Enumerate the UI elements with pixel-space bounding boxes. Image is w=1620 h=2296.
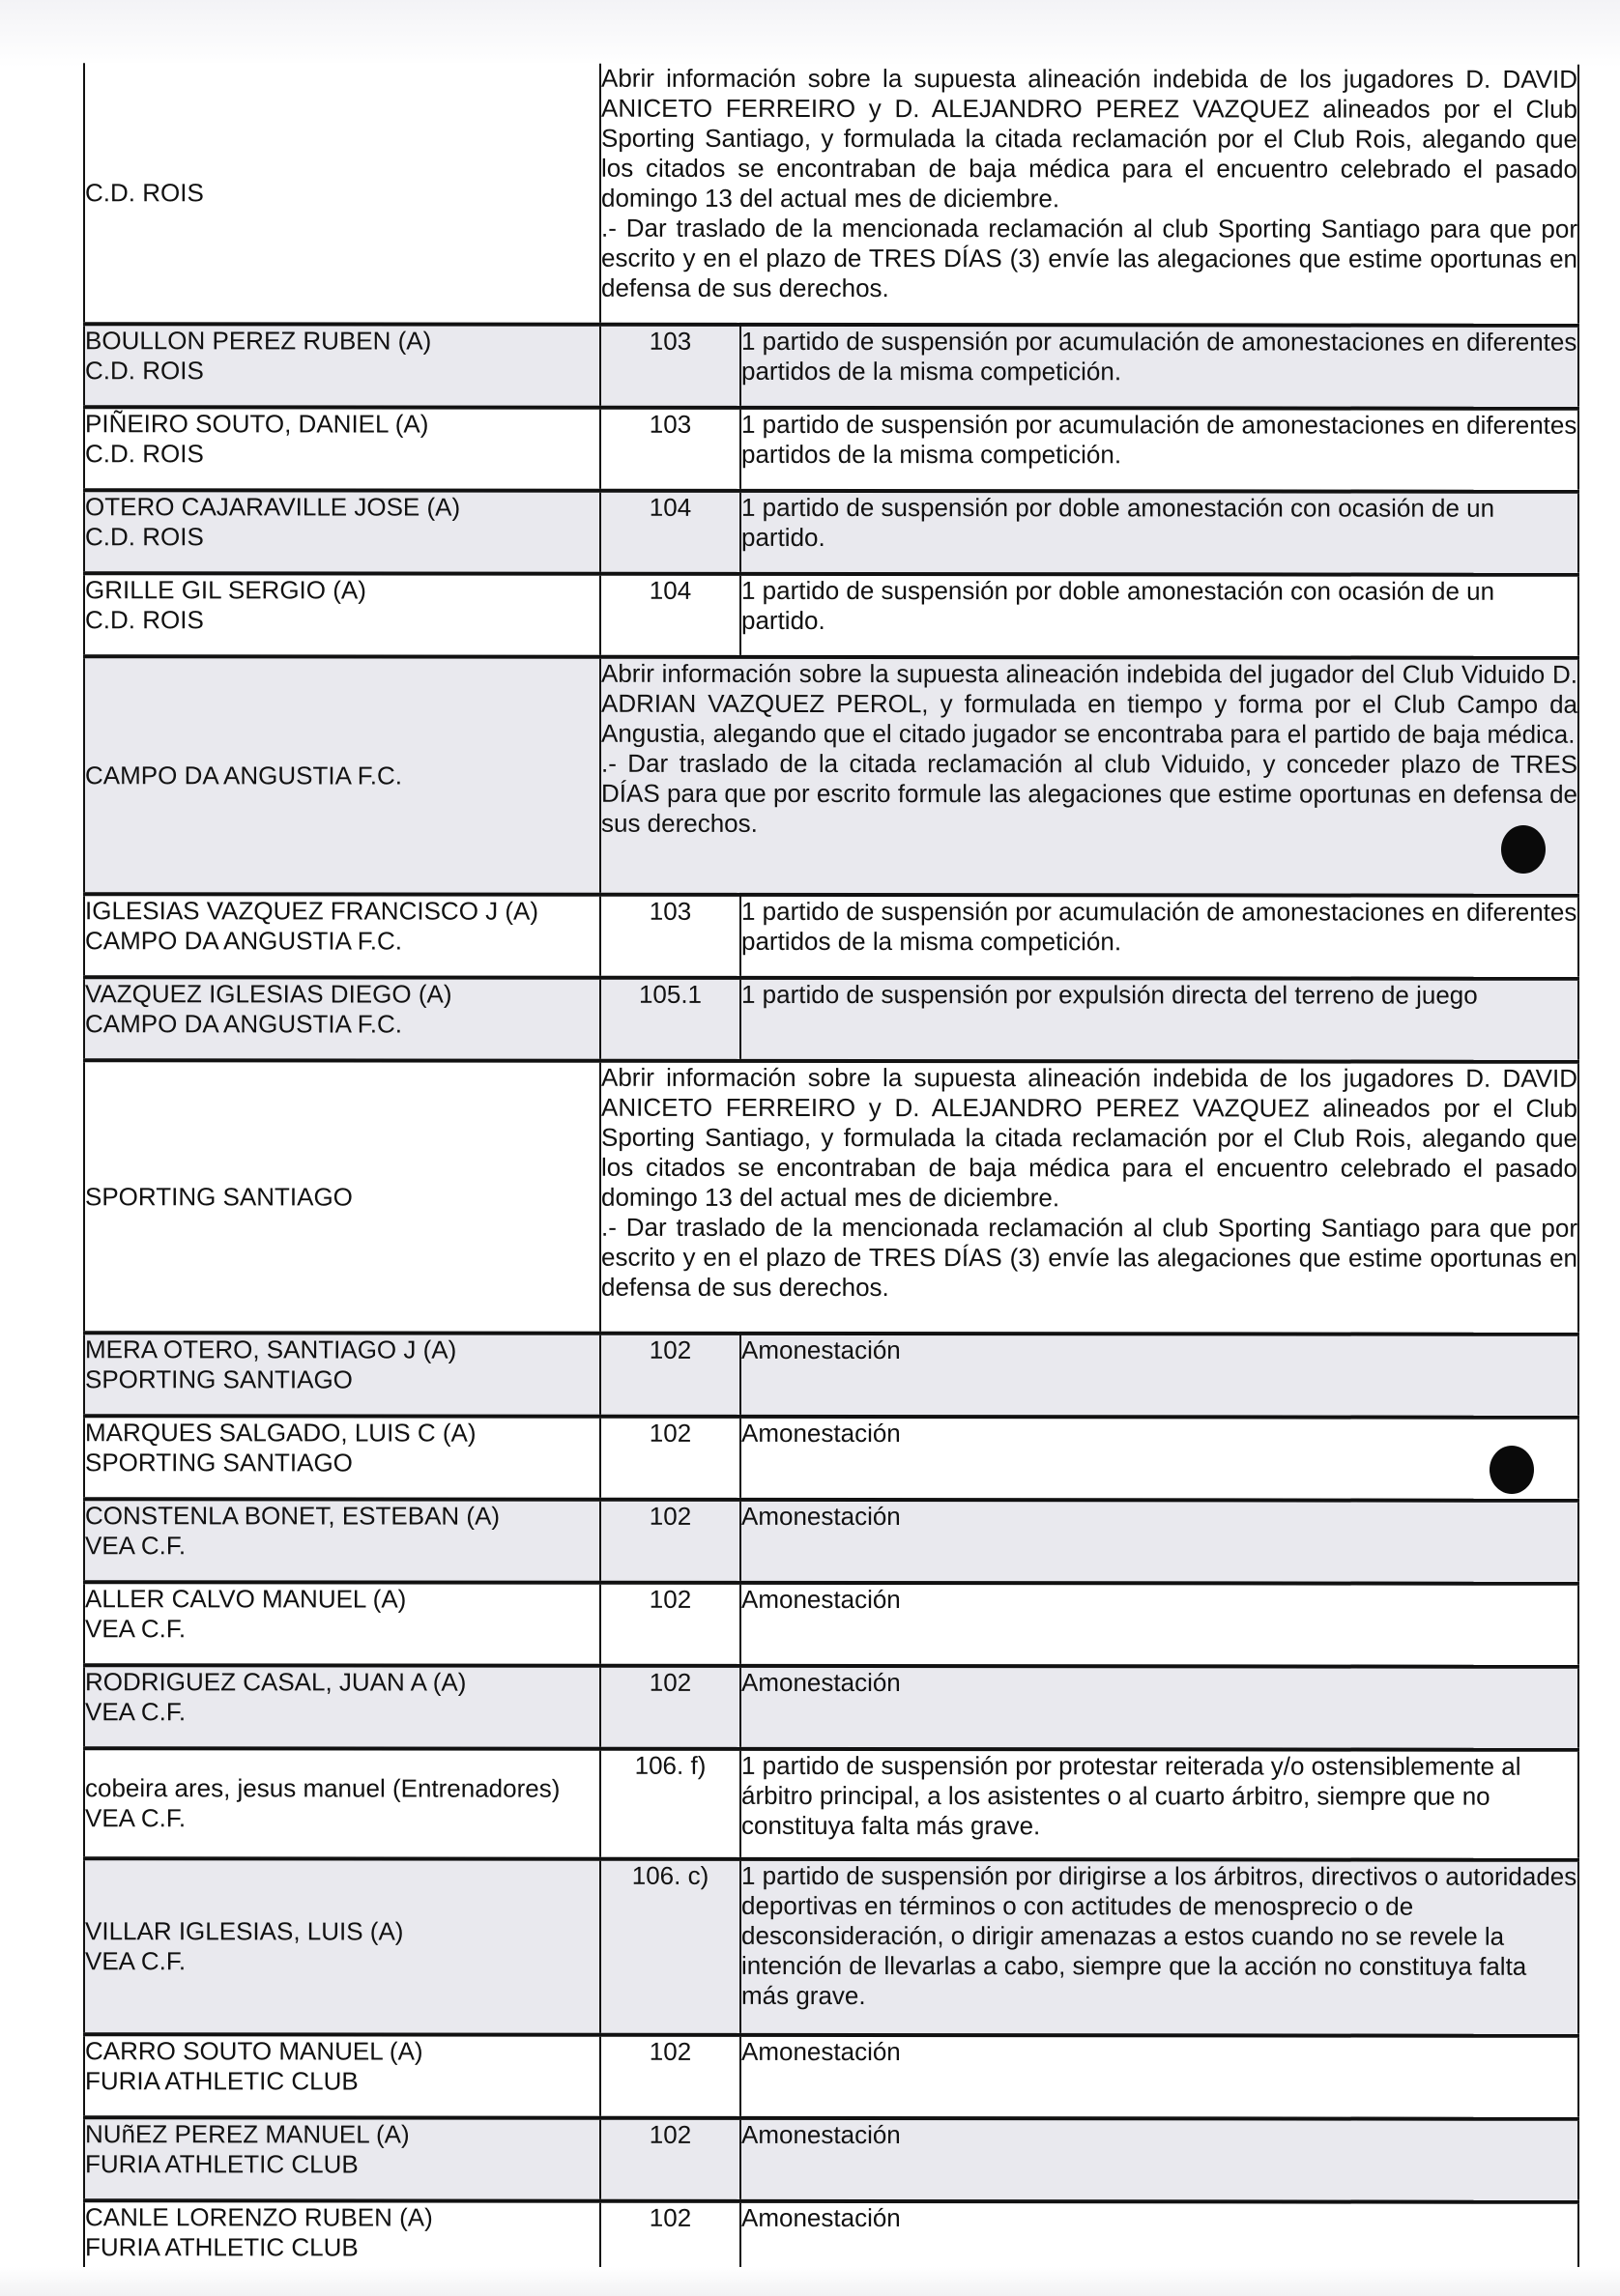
player-name: CANLE LORENZO RUBEN (A) xyxy=(85,2202,433,2232)
player-cell xyxy=(84,324,600,408)
player-club: VEA C.F. xyxy=(85,1614,187,1644)
sanction-row xyxy=(84,1416,1578,1501)
player-club: VEA C.F. xyxy=(85,1803,187,1833)
claim-paragraph: .- Dar traslado de la mencionada reclamación al club Sporting Santiago para que por escrito y en el plazo de TRES DÍAS (3) envíe las alegaciones que estime oportunas en defensa de sus derechos. xyxy=(601,1212,1577,1303)
article-number: 106. c) xyxy=(600,1859,740,2035)
player-name: MERA OTERO, SANTIAGO J (A) xyxy=(85,1335,457,1364)
article-number: 105.1 xyxy=(600,978,740,1061)
player-name: VILLAR IGLESIAS, LUIS (A) xyxy=(85,1916,404,1946)
sanction-row xyxy=(84,1333,1578,1418)
sanction-row xyxy=(84,2117,1578,2202)
sanction-row xyxy=(84,2034,1578,2119)
sanction-row xyxy=(84,977,1578,1062)
player-club: SPORTING SANTIAGO xyxy=(85,1364,353,1394)
sanction-description: Amonestación xyxy=(740,2035,1578,2119)
player-club: C.D. ROIS xyxy=(85,356,204,386)
claim-club xyxy=(84,656,600,895)
claim-text xyxy=(600,657,1578,896)
player-club: FURIA ATHLETIC CLUB xyxy=(85,2149,359,2179)
player-cell xyxy=(84,1665,600,1749)
sanction-row xyxy=(84,490,1578,575)
sanction-description: 1 partido de suspensión por acumulación de amonestaciones en diferentes partidos de la misma competición. xyxy=(740,895,1578,979)
claim-text xyxy=(600,1061,1578,1335)
player-cell xyxy=(84,1748,600,1859)
player-name: OTERO CAJARAVILLE JOSE (A) xyxy=(85,492,461,522)
player-cell xyxy=(84,1333,600,1417)
punch-hole-mark xyxy=(1501,825,1546,874)
player-club: C.D. ROIS xyxy=(85,522,204,552)
claim-paragraph: Abrir información sobre la supuesta alineación indebida de los jugadores D. DAVID ANICETO FERREIRO y D. ALEJANDRO PEREZ VAZQUEZ alineados por el Club Sporting Santiago, y formulada la citada reclamación por el Club Rois, alegando que los citados se encontraban de baja médica para el encuentro celebrado el pasado domingo 13 del actual mes de diciembre. xyxy=(601,63,1577,214)
sanction-row xyxy=(84,1582,1578,1667)
sanction-description: 1 partido de suspensión por acumulación de amonestaciones en diferentes partidos de la misma competición. xyxy=(740,325,1578,409)
player-club: FURIA ATHLETIC CLUB xyxy=(85,2066,359,2096)
player-name: GRILLE GIL SERGIO (A) xyxy=(85,575,366,605)
player-cell xyxy=(84,573,600,657)
article-number: 102 xyxy=(600,2118,740,2201)
player-club: VEA C.F. xyxy=(85,1697,187,1727)
sanction-row xyxy=(84,1665,1578,1750)
claim-text xyxy=(600,64,1578,326)
player-name: cobeira ares, jesus manuel (Entrenadores) xyxy=(85,1773,561,1803)
claim-row xyxy=(84,656,1578,896)
article-number: 106. f) xyxy=(600,1749,740,1859)
article-number: 103 xyxy=(600,895,740,978)
sanction-row xyxy=(84,324,1578,409)
player-name: ALLER CALVO MANUEL (A) xyxy=(85,1584,407,1614)
player-name: MARQUES SALGADO, LUIS C (A) xyxy=(85,1418,477,1448)
player-name: CARRO SOUTO MANUEL (A) xyxy=(85,2036,423,2066)
sanction-description: 1 partido de suspensión por protestar reiterada y/o ostensiblemente al árbitro principal, a los asistentes o al cuarto árbitro, siempre que no constituya falta más grave. xyxy=(740,1749,1578,1860)
claim-row xyxy=(84,63,1578,326)
sanction-row xyxy=(84,894,1578,979)
article-number: 102 xyxy=(600,1500,740,1583)
claim-paragraph: .- Dar traslado de la citada reclamación al club Viduido, y conceder plazo de TRES DÍAS para que por escrito formule las alegaciones que estime oportunas en defensa de sus derechos. xyxy=(601,748,1577,838)
sanction-description: Amonestación xyxy=(740,1583,1578,1667)
sanction-description: Amonestación xyxy=(740,1666,1578,1750)
player-cell xyxy=(84,1582,600,1666)
article-number: 103 xyxy=(600,325,740,408)
player-name: IGLESIAS VAZQUEZ FRANCISCO J (A) xyxy=(85,896,539,926)
sanction-description: Amonestación xyxy=(740,2118,1578,2202)
player-cell xyxy=(84,2117,600,2201)
punch-hole-mark xyxy=(1490,1446,1534,1494)
player-cell xyxy=(84,407,600,491)
sanction-description: Amonestación xyxy=(740,1417,1578,1501)
article-number: 102 xyxy=(600,2035,740,2118)
article-number: 104 xyxy=(600,574,740,657)
article-number: 102 xyxy=(600,1666,740,1749)
claim-club xyxy=(84,1060,600,1334)
sanction-row xyxy=(84,1748,1578,1860)
player-cell xyxy=(84,894,600,978)
claim-club xyxy=(84,63,600,325)
scan-top-margin xyxy=(0,0,1620,68)
claim-paragraph: .- Dar traslado de la mencionada reclamación al club Sporting Santiago para que por escrito y en el plazo de TRES DÍAS (3) envíe las alegaciones que estime oportunas en defensa de sus derechos. xyxy=(601,213,1577,303)
player-name: RODRIGUEZ CASAL, JUAN A (A) xyxy=(85,1667,467,1697)
player-club: SPORTING SANTIAGO xyxy=(85,1448,353,1478)
player-name: PIÑEIRO SOUTO, DANIEL (A) xyxy=(85,409,429,439)
player-name: BOULLON PEREZ RUBEN (A) xyxy=(85,326,432,356)
player-cell xyxy=(84,2034,600,2118)
article-number: 102 xyxy=(600,2201,740,2284)
player-cell xyxy=(84,490,600,574)
player-club: VEA C.F. xyxy=(85,1531,187,1561)
sanction-description: 1 partido de suspensión por doble amonestación con ocasión de un partido. xyxy=(740,574,1578,658)
sanction-description: 1 partido de suspensión por acumulación de amonestaciones en diferentes partidos de la misma competición. xyxy=(740,408,1578,492)
sanction-description: 1 partido de suspensión por dirigirse a los árbitros, directivos o autoridades deportivas en términos o con actitudes de menosprecio o de desconsideración, o dirigir amenazas a estos cuando no se revele la intención de llevarlas a cabo, siempre que la acción no constituya falta más grave. xyxy=(740,1859,1578,2036)
player-name: NUñEZ PEREZ MANUEL (A) xyxy=(85,2119,410,2149)
article-number: 103 xyxy=(600,408,740,491)
article-number: 102 xyxy=(600,1417,740,1500)
player-club: CAMPO DA ANGUSTIA F.C. xyxy=(85,1009,402,1039)
player-club: FURIA ATHLETIC CLUB xyxy=(85,2232,359,2262)
sanction-description: Amonestación xyxy=(740,2201,1578,2285)
claim-paragraph: Abrir información sobre la supuesta alineación indebida de los jugadores D. DAVID ANICETO FERREIRO y D. ALEJANDRO PEREZ VAZQUEZ alineados por el Club Sporting Santiago, y formulada la citada reclamación por el Club Rois, alegando que los citados se encontraban de baja médica para el encuentro celebrado el pasado domingo 13 del actual mes de diciembre. xyxy=(601,1062,1577,1213)
player-name: CONSTENLA BONET, ESTEBAN (A) xyxy=(85,1501,501,1531)
player-club: CAMPO DA ANGUSTIA F.C. xyxy=(85,926,402,956)
player-name: VAZQUEZ IGLESIAS DIEGO (A) xyxy=(85,979,452,1009)
club-name: C.D. ROIS xyxy=(85,177,204,207)
scan-bottom-margin xyxy=(0,2267,1620,2296)
sanction-description: Amonestación xyxy=(740,1500,1578,1584)
sanction-row xyxy=(84,1499,1578,1584)
claim-row xyxy=(84,1060,1578,1335)
player-club: VEA C.F. xyxy=(85,1946,187,1976)
sanction-row xyxy=(84,1858,1578,2036)
article-number: 102 xyxy=(600,1334,740,1417)
player-club: C.D. ROIS xyxy=(85,605,204,635)
player-cell xyxy=(84,1499,600,1583)
player-cell xyxy=(84,1858,600,2035)
article-number: 104 xyxy=(600,491,740,574)
sanction-row xyxy=(84,573,1578,658)
club-name: CAMPO DA ANGUSTIA F.C. xyxy=(85,760,402,790)
player-club: C.D. ROIS xyxy=(85,439,204,469)
sanction-description: 1 partido de suspensión por expulsión directa del terreno de juego xyxy=(740,978,1578,1062)
claim-paragraph: Abrir información sobre la supuesta alineación indebida del jugador del Club Viduido D. ADRIAN VAZQUEZ PEROL, y formulada en tiempo y forma por el Club Campo da Angustia, alegando que el citado jugador se encontraba para el partido de baja médica. xyxy=(601,658,1577,749)
sanction-description: Amonestación xyxy=(740,1334,1578,1418)
club-name: SPORTING SANTIAGO xyxy=(85,1181,353,1211)
player-cell xyxy=(84,977,600,1061)
sanction-row xyxy=(84,407,1578,492)
sanction-description: 1 partido de suspensión por doble amonestación con ocasión de un partido. xyxy=(740,491,1578,575)
sanctions-table xyxy=(83,63,1579,2285)
article-number: 102 xyxy=(600,1583,740,1666)
player-cell xyxy=(84,1416,600,1500)
